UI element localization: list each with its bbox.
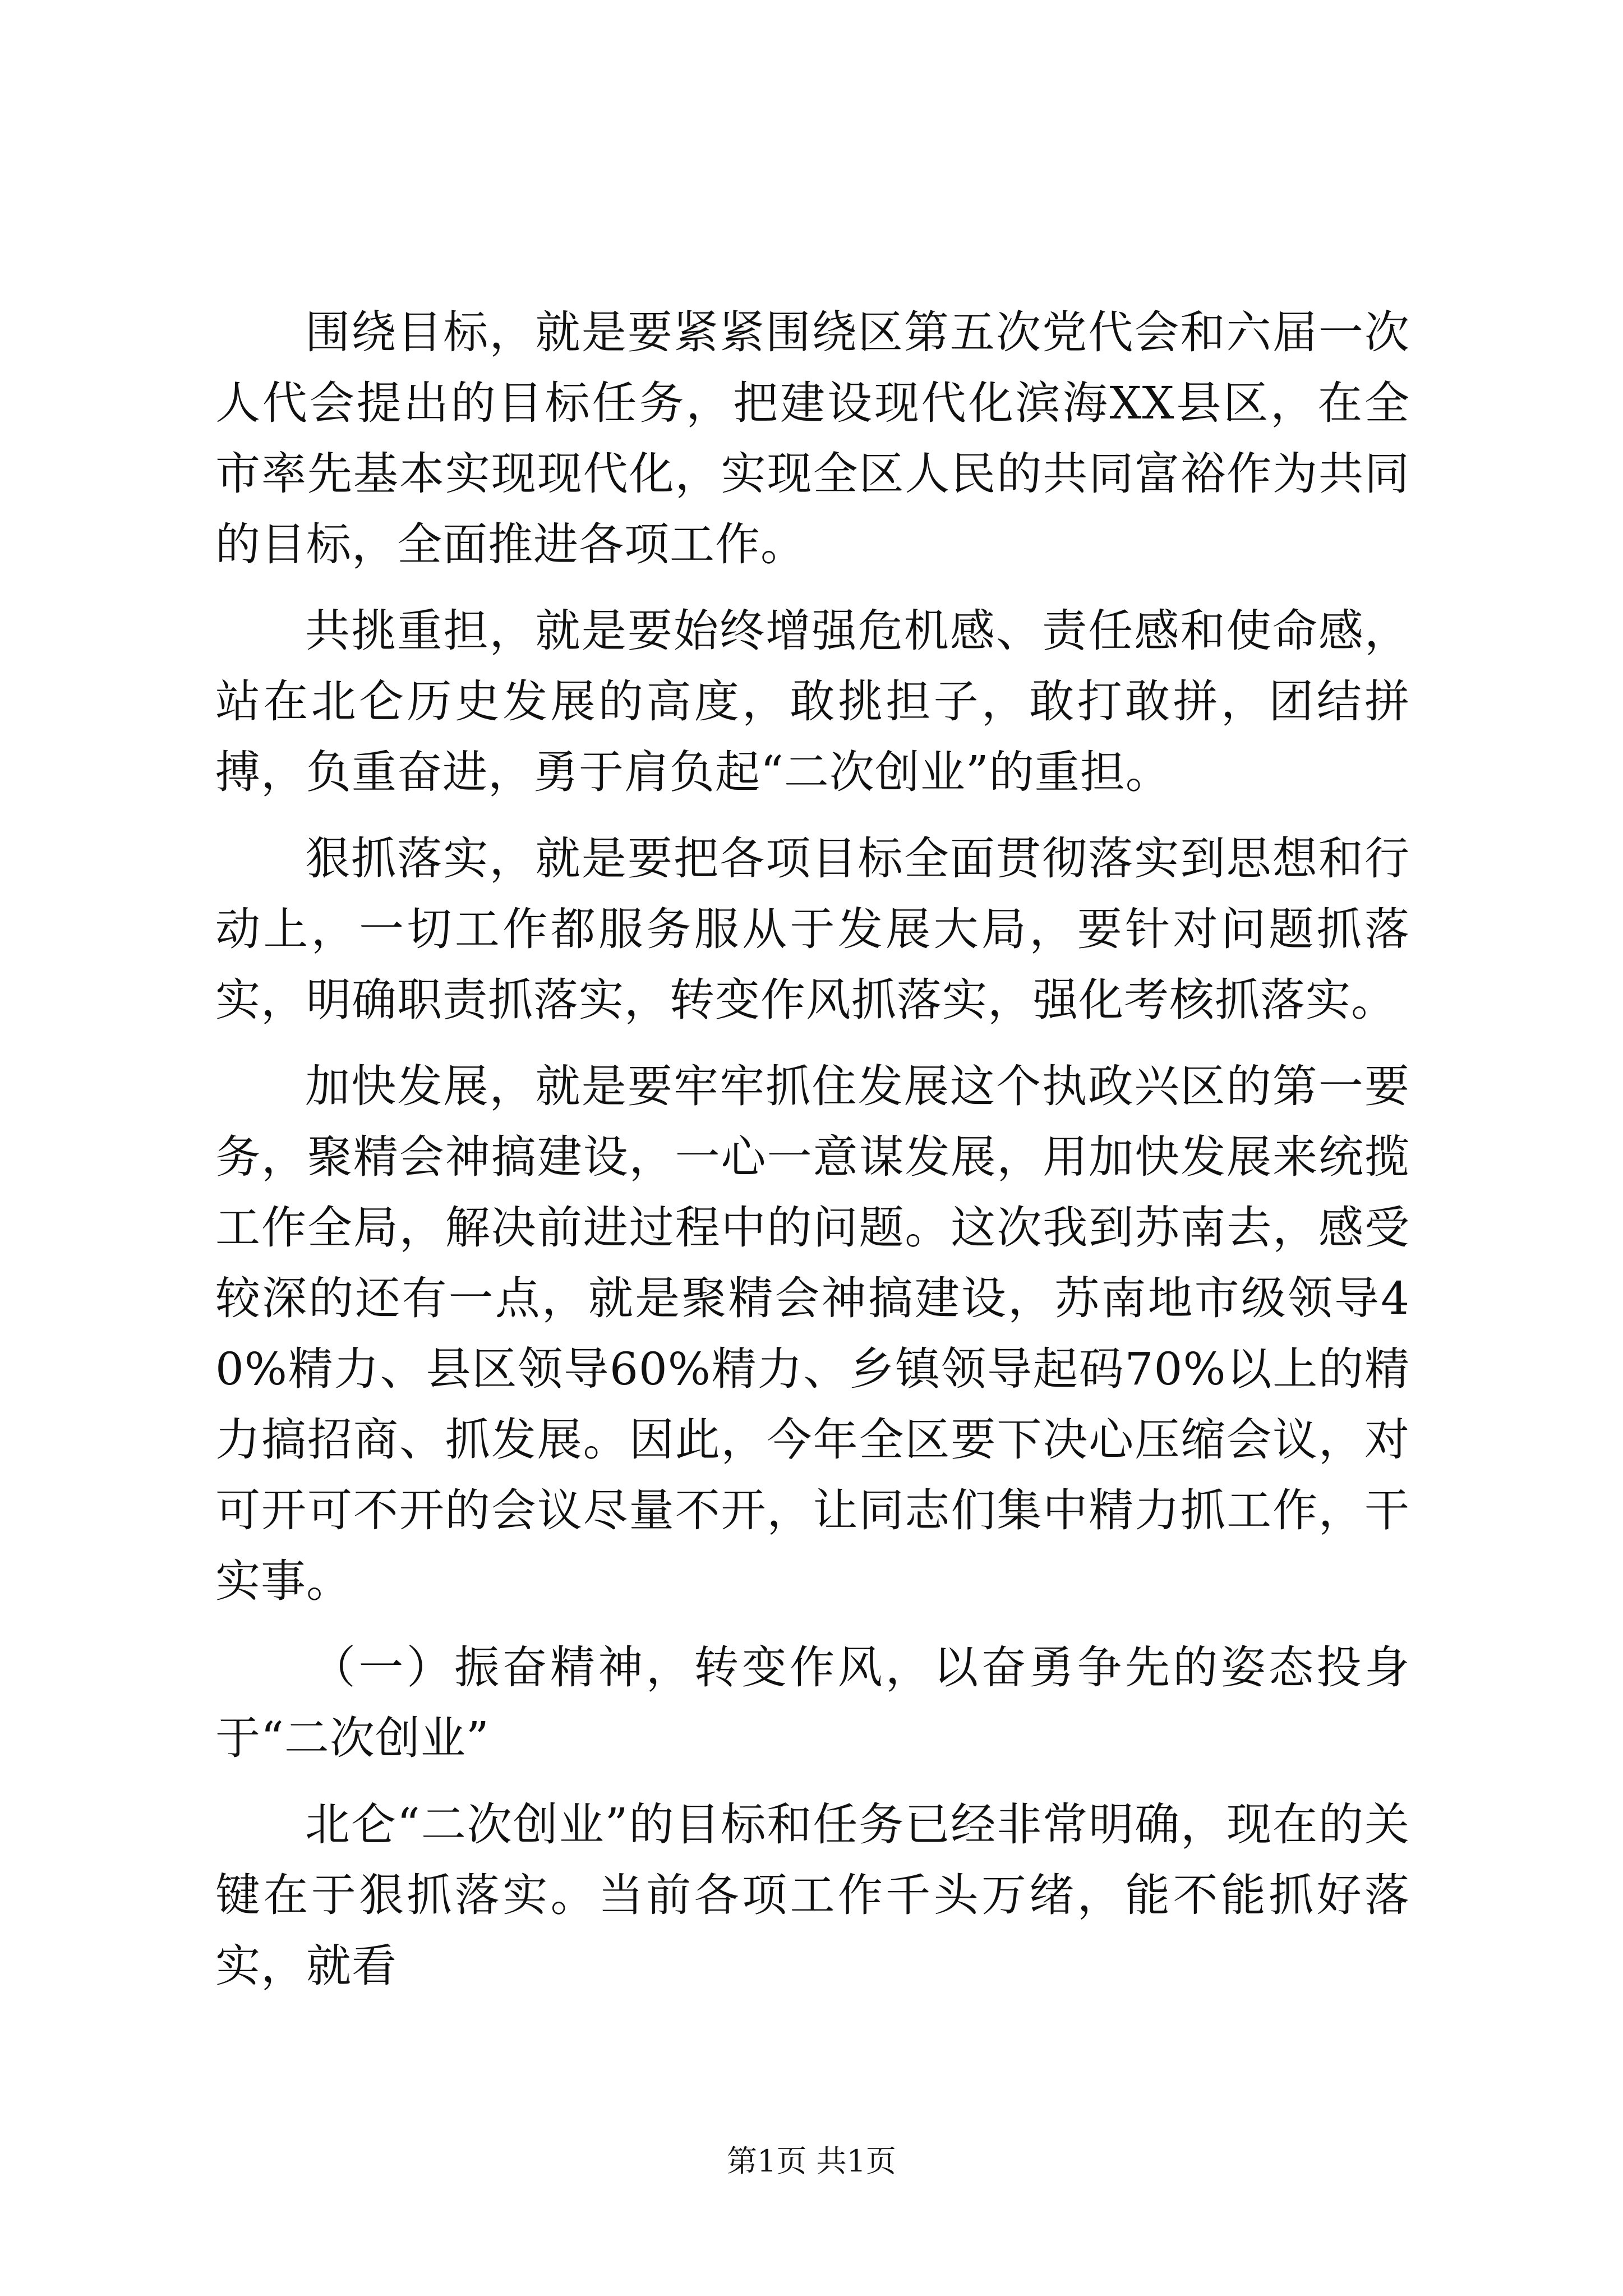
- paragraph-development: 加快发展，就是要牢牢抓住发展这个执政兴区的第一要务，聚精会神搞建设，一心一意谋发展，用加快发展来统揽工作全局，解决前进过程中的问题。这次我到苏南去，感受较深的还有一点，就是聚精会神搞建设，苏南地市级领导40%精力、县区领导60%精力、乡镇领导起码70%以上的精力搞招商、抓发展。因此，今年全区要下决心压缩会议，对可开可不开的会议尽量不开，让同志们集中精力抓工作，干实事。: [215, 1060, 1410, 1607]
- paragraph-goal: 围绕目标，就是要紧紧围绕区第五次党代会和六届一次人代会提出的目标任务，把建设现代化滨海XX县区，在全市率先基本实现现代化，实现全区人民的共同富裕作为共同的目标，全面推进各项工作。: [215, 306, 1410, 570]
- page-footer: 第1页 共1页: [727, 2143, 896, 2179]
- section-heading: （一）振奋精神，转变作风，以奋勇争先的姿态投身于“二次创业”: [215, 1641, 1410, 1764]
- paragraph-beilun: 北仑“二次创业”的目标和任务已经非常明确，现在的关键在于狠抓落实。当前各项工作千头万绪，能不能抓好落实，就看: [215, 1798, 1410, 1992]
- paragraph-implementation: 狠抓落实，就是要把各项目标全面贯彻落实到思想和行动上，一切工作都服务服从于发展大局，要针对问题抓落实，明确职责抓落实，转变作风抓落实，强化考核抓落实。: [215, 832, 1410, 1026]
- paragraph-burden: 共挑重担，就是要始终增强危机感、责任感和使命感，站在北仑历史发展的高度，敢挑担子，敢打敢拼，团结拼搏，负重奋进，勇于肩负起“二次创业”的重担。: [215, 605, 1410, 798]
- document-body: [215, 297, 1410, 2017]
